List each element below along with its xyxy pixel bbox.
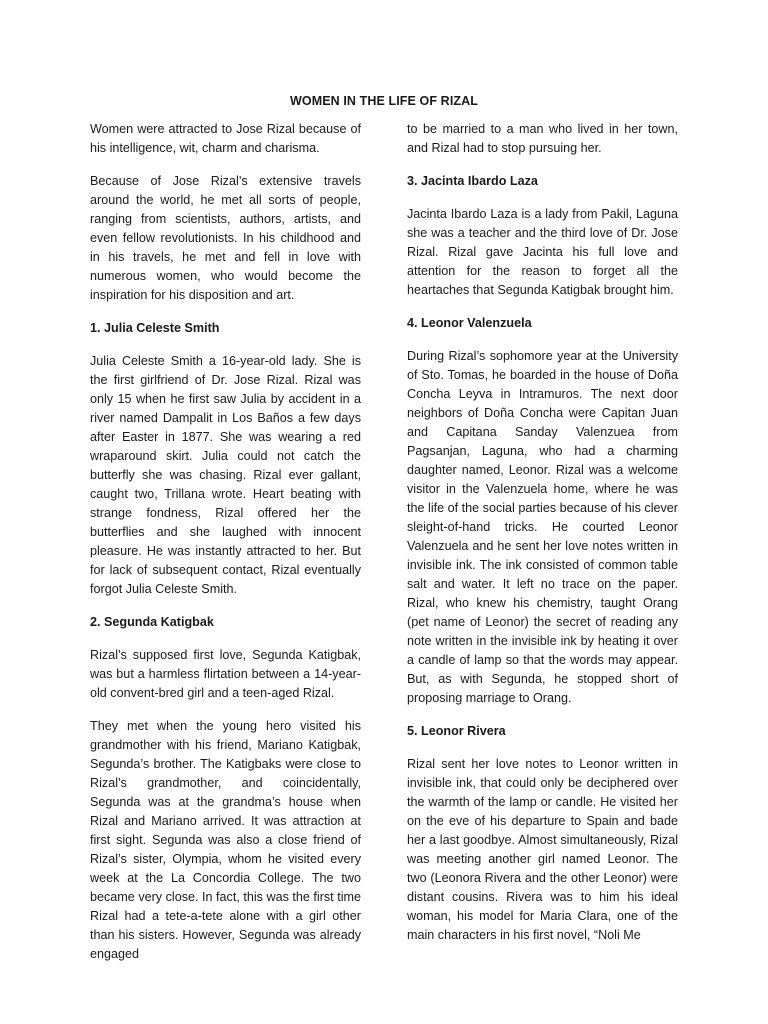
right-column [407, 120, 678, 959]
heading-leonor-rivera: 5. Leonor Rivera [407, 724, 506, 738]
intro-paragraph-2: Because of Jose Rizal’s extensive travels around the world, he met all sorts of people, ranging from scientists, authors, artists, and even fellow revolutionists. In his childhood and in his travels, he met and fell in love with numerous women, who would become the inspiration for his disposition and art. [90, 174, 361, 302]
heading-julia-celeste-smith: 1. Julia Celeste Smith [90, 321, 220, 335]
paragraph-segunda-katigbak-2: They met when the young hero visited his grandmother with his friend, Mariano Katigbak, Segunda’s brother. The Katigbaks were close to Rizal’s grandmother, and coincidentally, Segunda was at the grandma’s house when Rizal and Mariano arrived. It was attraction at first sight. Segunda was also a close friend of Rizal’s sister, Olympia, whom he visited every week at the La Concordia College. The two became very close. In fact, this was the first time Rizal had a tete-a-tete alone with a girl other than his sisters. However, Segunda was already engaged [90, 719, 361, 961]
paragraph-segunda-continued: to be married to a man who lived in her town, and Rizal had to stop pursuing her. [407, 122, 678, 155]
heading-leonor-valenzuela: 4. Leonor Valenzuela [407, 316, 532, 330]
intro-paragraph-1: Women were attracted to Jose Rizal because of his intelligence, wit, charm and charisma. [90, 122, 361, 155]
page-title: WOMEN IN THE LIFE OF RIZAL [289, 94, 478, 108]
heading-jacinta-ibardo-laza: 3. Jacinta Ibardo Laza [407, 174, 538, 188]
paragraph-jacinta-ibardo-laza: Jacinta Ibardo Laza is a lady from Pakil, Laguna she was a teacher and the third love of Dr. Jose Rizal. Rizal gave Jacinta his full love and attention for the reason to forget all the heartaches that Segunda Katigbak brought him. [407, 207, 678, 297]
heading-segunda-katigbak: 2. Segunda Katigbak [90, 615, 214, 629]
left-column [90, 120, 361, 978]
paragraph-segunda-katigbak-1: Rizal’s supposed first love, Segunda Katigbak, was but a harmless flirtation between a 14-year-old convent-bred girl and a teen-aged Rizal. [90, 648, 361, 700]
paragraph-leonor-valenzuela: During Rizal’s sophomore year at the University of Sto. Tomas, he boarded in the house of Doña Concha Leyva in Intramuros. The next door neighbors of Doña Concha were Capitan Juan and Capitana Sanday Valenzuea from Pagsanjan, Laguna, who had a charming daughter named, Leonor. Rizal was a welcome visitor in the Valenzuela home, where he was the life of the social parties because of his clever sleight-of-hand tricks. He courted Leonor Valenzuela and he sent her love notes written in invisible ink. The ink consisted of common table salt and water. It left no trace on the paper. Rizal, who knew his chemistry, taught Orang (pet name of Leonor) the secret of reading any note written in the invisible ink by heating it over a candle of lamp so that the words may appear. But, as with Segunda, he stopped short of proposing marriage to Orang. [407, 349, 678, 705]
paragraph-leonor-rivera: Rizal sent her love notes to Leonor written in invisible ink, that could only be deciphered over the warmth of the lamp or candle. He visited her on the eve of his departure to Spain and bade her a last goodbye. Almost simultaneously, Rizal was meeting another girl named Leonor. The two (Leonora Rivera and the other Leonor) were distant cousins. Rivera was to him his ideal woman, his model for Maria Clara, one of the main characters in his first novel, “Noli Me [407, 757, 678, 942]
paragraph-julia-celeste-smith: Julia Celeste Smith a 16-year-old lady. She is the first girlfriend of Dr. Jose Rizal. Rizal was only 15 when he first saw Julia by accident in a river named Dampalit in Los Baños a few days after Easter in 1877. She was wearing a red wraparound skirt. Julia could not catch the butterfly she was chasing. Rizal ever gallant, caught two, Trillana wrote. Heart beating with strange fondness, Rizal offered her the butterflies and she laughed with innocent pleasure. He was instantly attracted to her. But for lack of subsequent contact, Rizal eventually forgot Julia Celeste Smith. [90, 354, 361, 596]
